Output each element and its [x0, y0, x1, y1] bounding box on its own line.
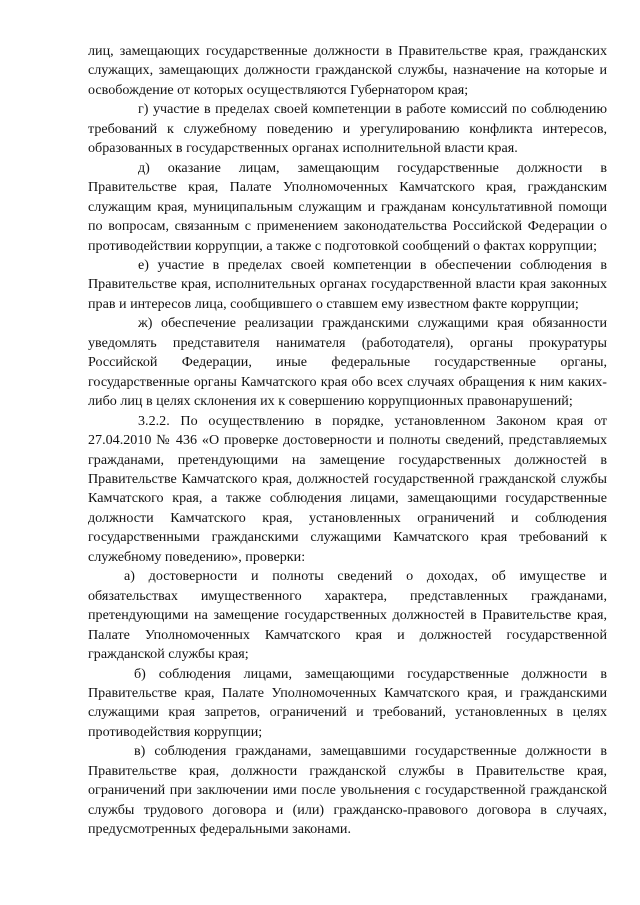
paragraph-item-d: д) оказание лицам, замещающим государственные должности в Правительстве края, Палате Уполномоченных Камчатского края, гражданским служащим края, муниципальным служащим и гражданам консультативной помощи по вопросам, связанным с применением законодательства Российской Федерации о противодействии коррупции, а также с подготовкой сообщений о фактах коррупции; — [88, 159, 607, 254]
paragraph-section-3-2-2: 3.2.2. По осуществлению в порядке, установленном Законом края от 27.04.2010 № 436 «О проверке достоверности и полноты сведений, представляемых гражданами, претендующими на замещение государственных должностей в Правительстве Камчатского края, должностей государственной гражданской службы Камчатского края, а также соблюдения лицами, замещающими государственные должности Камчатского края, установленных ограничений и соблюдения государственными гражданскими служащими Камчатского края требований к служебному поведению», проверки: — [88, 412, 607, 565]
paragraph-item-e: е) участие в пределах своей компетенции в обеспечении соблюдения в Правительстве края, исполнительных органах государственной власти края законных прав и интересов лица, сообщившего о ставшем ему известном факте коррупции; — [88, 256, 607, 312]
paragraph-item-a: а) достоверности и полноты сведений о доходах, об имуществе и обязательствах имущественного характера, представленных гражданами, претендующими на замещение государственных должностей в Правительстве края, Палате Уполномоченных Камчатского края и должностей государственной гражданской службы края; — [88, 568, 607, 663]
paragraph-item-zh: ж) обеспечение реализации гражданскими служащими края обязанности уведомлять представителя нанимателя (работодателя), органы прокуратуры Российской Федерации, иные федеральные государственные органы, государственные органы Камчатского края обо всех случаях обращения к ним каких-либо лиц в целях склонения их к совершению коррупционных правонарушений; — [88, 315, 607, 410]
paragraph-item-b: б) соблюдения лицами, замещающими государственные должности в Правительстве края, Палате Уполномоченных Камчатского края, и гражданскими служащими края запретов, ограничений и требований, установленных в целях противодействия коррупции; — [88, 665, 607, 740]
paragraph-item-g: г) участие в пределах своей компетенции в работе комиссий по соблюдению требований к служебному поведению и урегулированию конфликта интересов, образованных в государственных органах исполнительной власти края. — [88, 101, 607, 157]
document-page — [88, 42, 607, 840]
paragraph-item-v: в) соблюдения гражданами, замещавшими государственные должности в Правительстве края, должности гражданской службы в Правительстве края, ограничений при заключении ими после увольнения с государственной гражданской службы трудового договора и (или) гражданско-правового договора в случаях, предусмотренных федеральными законами. — [88, 743, 607, 838]
paragraph-continuation: лиц, замещающих государственные должности в Правительстве края, гражданских служащих, замещающих должности гражданской службы, назначение на которые и освобождение от которых осуществляются Губернатором края; — [88, 43, 607, 98]
